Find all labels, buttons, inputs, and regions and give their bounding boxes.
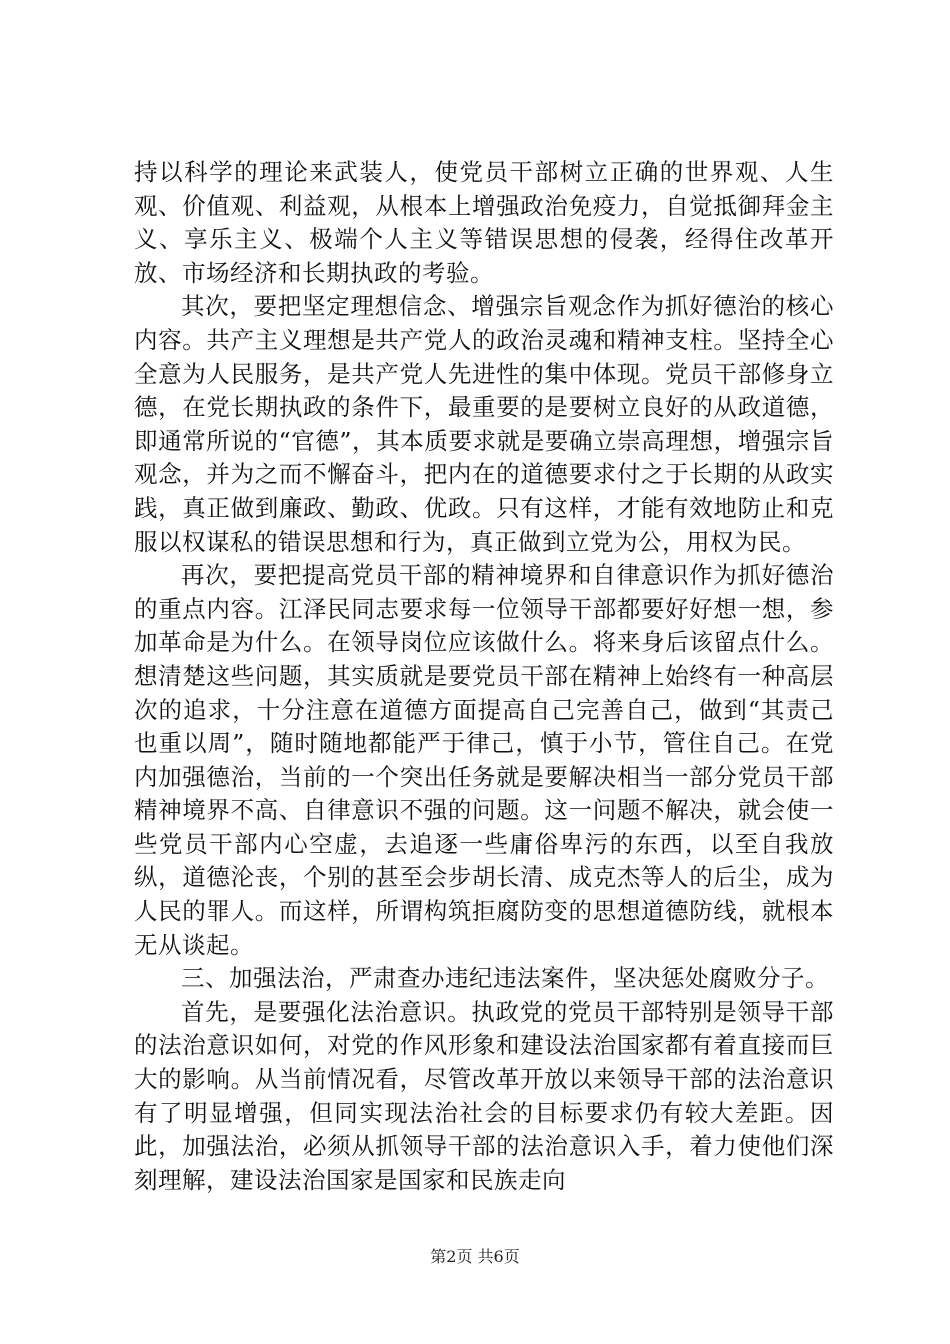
- section-heading-3: 三、加强法治，严肃查办违纪违法案件，坚决惩处腐败分子。: [181, 964, 829, 993]
- document-body: [134, 156, 834, 1197]
- paragraph-1: 持以科学的理论来武装人，使党员干部树立正确的世界观、人生观、价值观、利益观，从根本上增强政治免疫力，自觉抵御拜金主义、享乐主义、极端个人主义等错误思想的侵袭，经得住改革开放、市场经济和长期执政的考验。: [134, 158, 834, 287]
- paragraph-2: 其次，要把坚定理想信念、增强宗旨观念作为抓好德治的核心内容。共产主义理想是共产党人的政治灵魂和精神支柱。坚持全心全意为人民服务，是共产党人先进性的集中体现。党员干部修身立德，在党长期执政的条件下，最重要的是要树立良好的从政道德，即通常所说的“官德”，其本质要求就是要确立崇高理想，增强宗旨观念，并为之而不懈奋斗，把内在的道德要求付之于长期的从政实践，真正做到廉政、勤政、优政。只有这样，才能有效地防止和克服以权谋私的错误思想和行为，真正做到立党为公，用权为民。: [134, 292, 834, 556]
- paragraph-5: 首先，是要强化法治意识。执政党的党员干部特别是领导干部的法治意识如何，对党的作风形象和建设法治国家都有着直接而巨大的影响。从当前情况看，尽管改革开放以来领导干部的法治意识有了明显增强，但同实现法治社会的目标要求仍有较大差距。因此，加强法治，必须从抓领导干部的法治意识入手，着力使他们深刻理解，建设法治国家是国家和民族走向: [134, 997, 834, 1194]
- paragraph-3: 再次，要把提高党员干部的精神境界和自律意识作为抓好德治的重点内容。江泽民同志要求每一位领导干部都要好好想一想，参加革命是为什么。在领导岗位应该做什么。将来身后该留点什么。想清楚这些问题，其实质就是要党员干部在精神上始终有一种高层次的追求，十分注意在道德方面提高自己完善自己，做到“其责己也重以周”，随时随地都能严于律己，慎于小节，管住自己。在党内加强德治，当前的一个突出任务就是要解决相当一部分党员干部精神境界不高、自律意识不强的问题。这一问题不解决，就会使一些党员干部内心空虚，去追逐一些庸俗卑污的东西，以至自我放纵，道德沦丧，个别的甚至会步胡长清、成克杰等人的后尘，成为人民的罪人。而这样，所谓构筑拒腐防变的思想道德防线，就根本无从谈起。: [134, 561, 834, 959]
- page-number-footer: 第2页 共6页: [430, 1247, 520, 1266]
